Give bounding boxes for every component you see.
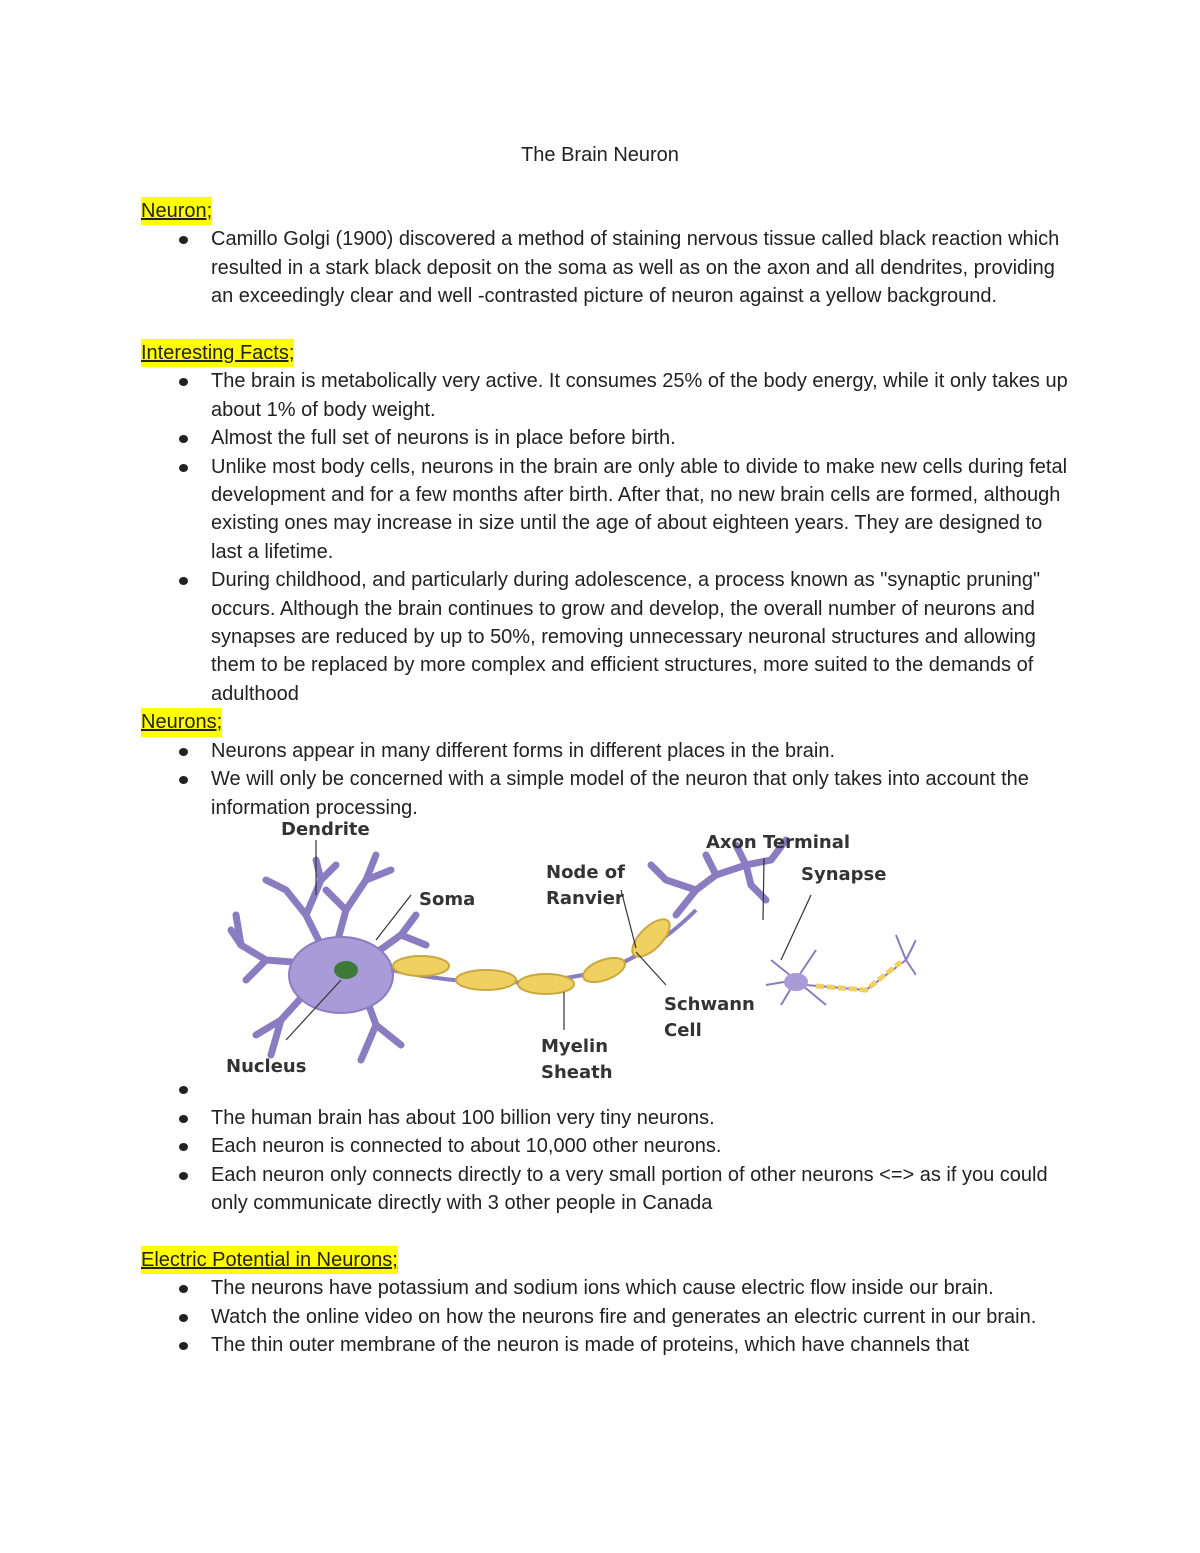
section-heading: Interesting Facts; (141, 339, 294, 367)
label-node-of-ranvier-line2: Ranvier (546, 887, 624, 909)
list-item: The neurons have potassium and sodium ions which cause electric flow inside our brain. (141, 1274, 1071, 1302)
bullet-list (141, 225, 1071, 310)
bullet-list (141, 737, 1071, 1218)
section-interesting-facts (141, 339, 1071, 708)
bullet-icon (179, 776, 188, 784)
section-heading: Electric Potential in Neurons; (141, 1246, 398, 1274)
list-item: Unlike most body cells, neurons in the brain are only able to divide to make new cells during fetal development and for a few months after birth. After that, no new brain cells are formed, although existing ones may increase in size until the age of about eighteen years. They are designed to last a lifetime. (141, 453, 1071, 567)
bullet-icon (179, 236, 188, 244)
list-item: The thin outer membrane of the neuron is made of proteins, which have channels that (141, 1331, 1071, 1359)
bullet-icon (179, 1314, 188, 1322)
bullet-icon (179, 464, 188, 472)
bullet-icon (179, 435, 188, 443)
page-title: The Brain Neuron (521, 144, 679, 166)
label-myelin-line1: Myelin (541, 1035, 609, 1057)
list-item: Almost the full set of neurons is in place before birth. (141, 424, 1071, 452)
bullet-icon (179, 748, 188, 756)
myelin-sheath (393, 913, 676, 994)
list-item: Each neuron only connects directly to a very small portion of other neurons <=> as if you could only communicate directly with 3 other people in Canada (141, 1161, 1071, 1218)
neuron-diagram (226, 820, 916, 1090)
section-electric-potential (141, 1246, 1071, 1360)
list-item: Camillo Golgi (1900) discovered a method of staining nervous tissue called black reaction which resulted in a stark black deposit on the soma as well as on the axon and all dendrites, providing an exceedingly clear and well -contrasted picture of neuron against a yellow background. (141, 225, 1071, 310)
list-item: Watch the online video on how the neurons fire and generates an electric current in our brain. (141, 1303, 1071, 1331)
neuron-diagram-svg (226, 820, 916, 1090)
label-node-of-ranvier-line1: Node of (546, 861, 625, 883)
section-neuron (141, 197, 1071, 311)
label-synapse: Synapse (801, 863, 887, 885)
bullet-icon (179, 378, 188, 386)
label-soma: Soma (419, 888, 476, 910)
list-item: During childhood, and particularly during adolescence, a process known as "synaptic pruning" occurs. Although the brain continues to grow and develop, the overall number of neurons and synapses are reduced by up to 50%, removing unnecessary neuronal structures and allowing them to be replaced by more complex and efficient structures, more suited to the demands of adulthood (141, 566, 1071, 708)
label-schwann-line1: Schwann (664, 993, 755, 1015)
bullet-icon (179, 1172, 188, 1180)
bullet-icon (179, 1342, 188, 1350)
label-myelin-line2: Sheath (541, 1061, 613, 1083)
section-neurons (141, 708, 1071, 1217)
label-dendrite: Dendrite (281, 819, 370, 840)
document-body (141, 197, 1071, 1360)
list-item: We will only be concerned with a simple model of the neuron that only takes into account the information processing. (141, 765, 1071, 822)
bullet-icon (179, 1115, 188, 1123)
bullet-icon (179, 1285, 188, 1293)
label-schwann-line2: Cell (664, 1019, 702, 1041)
bullet-icon (179, 1086, 188, 1094)
section-heading: Neurons; (141, 708, 222, 736)
label-axon-terminal: Axon Terminal (706, 831, 851, 853)
section-heading: Neuron; (141, 197, 212, 225)
list-item: Neurons appear in many different forms in different places in the brain. (141, 737, 1071, 765)
bullet-list (141, 367, 1071, 708)
bullet-icon (179, 1143, 188, 1151)
bullet-list (141, 1274, 1071, 1359)
list-item: The brain is metabolically very active. It consumes 25% of the body energy, while it only takes up about 1% of body weight. (141, 367, 1071, 424)
list-item-figure (141, 819, 1071, 1104)
nucleus-shape (334, 961, 358, 979)
label-nucleus: Nucleus (226, 1055, 307, 1077)
list-item: The human brain has about 100 billion very tiny neurons. (141, 1104, 1071, 1132)
bullet-icon (179, 577, 188, 585)
list-item: Each neuron is connected to about 10,000 other neurons. (141, 1132, 1071, 1160)
